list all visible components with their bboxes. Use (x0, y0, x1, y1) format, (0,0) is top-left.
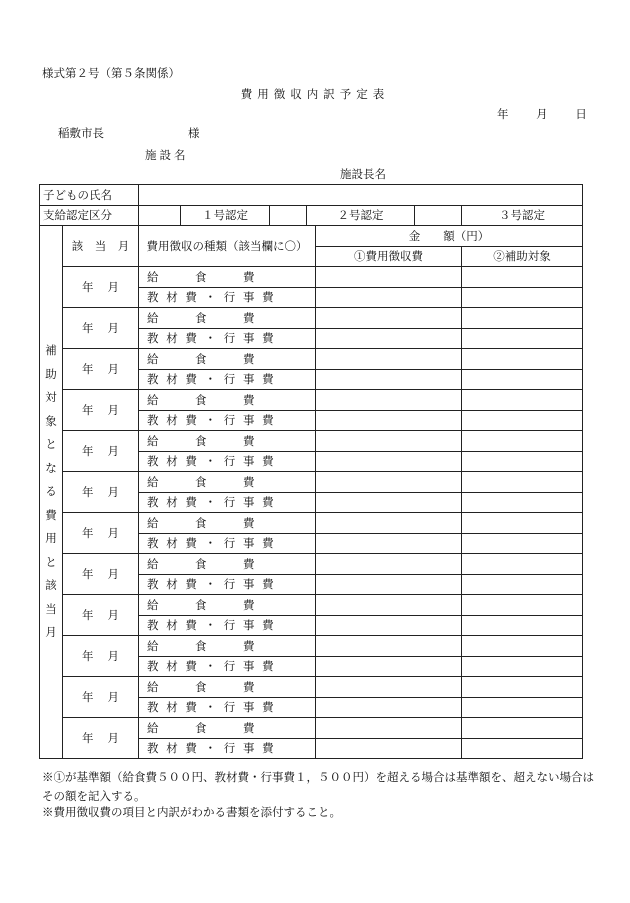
materials-amount-2[interactable] (462, 533, 583, 554)
month-year-label: 年 (82, 444, 94, 458)
meals-item[interactable]: 給 食 費 (139, 431, 316, 452)
meals-amount-1[interactable] (316, 431, 462, 452)
meals-amount-2[interactable] (462, 718, 583, 739)
month-year-label: 年 (82, 403, 94, 417)
footnote-1: ※①が基準額（給食費５００円、教材費・行事費１，５００円）を超える場合は基準額を、超えない場合はその額を記入する。 (42, 770, 594, 803)
month-month-label: 月 (107, 403, 119, 417)
meals-amount-2[interactable] (462, 431, 583, 452)
month-row-meals (40, 472, 583, 493)
form-title: 費用徴収内訳予定表 (240, 87, 390, 101)
child-name-field[interactable] (139, 185, 583, 206)
materials-amount-2[interactable] (462, 451, 583, 472)
month-cell[interactable] (63, 554, 139, 595)
materials-item[interactable]: 教 材 費 ・ 行 事 費 (139, 410, 316, 431)
materials-amount-1[interactable] (316, 574, 462, 595)
materials-amount-2[interactable] (462, 410, 583, 431)
column-header-row-1 (40, 226, 583, 247)
month-month-label: 月 (107, 731, 119, 745)
materials-item[interactable]: 教 材 費 ・ 行 事 費 (139, 656, 316, 677)
month-cell[interactable] (63, 636, 139, 677)
month-cell[interactable] (63, 431, 139, 472)
meals-amount-2[interactable] (462, 308, 583, 329)
materials-item[interactable]: 教 材 費 ・ 行 事 費 (139, 697, 316, 718)
cert-check-1[interactable] (139, 205, 181, 226)
child-name-label: 子どもの氏名 (40, 185, 139, 206)
meals-amount-2[interactable] (462, 267, 583, 288)
meals-amount-1[interactable] (316, 595, 462, 616)
materials-amount-2[interactable] (462, 697, 583, 718)
month-row-meals (40, 636, 583, 657)
materials-amount-1[interactable] (316, 328, 462, 349)
cert-option-3: ３号認定 (462, 205, 583, 226)
meals-amount-1[interactable] (316, 349, 462, 370)
month-row-meals (40, 267, 583, 288)
meals-item[interactable]: 給 食 費 (139, 595, 316, 616)
meals-amount-1[interactable] (316, 718, 462, 739)
month-month-label: 月 (107, 567, 119, 581)
meals-amount-1[interactable] (316, 554, 462, 575)
meals-item[interactable]: 給 食 費 (139, 472, 316, 493)
meals-item[interactable]: 給 食 費 (139, 349, 316, 370)
meals-item[interactable]: 給 食 費 (139, 513, 316, 534)
amount-sub-header-1: ①費用徴収費 (316, 246, 462, 267)
certification-label: 支給認定区分 (40, 205, 139, 226)
month-row-meals (40, 554, 583, 575)
footnote-2: ※費用徴収費の項目と内訳がわかる書類を添付すること。 (42, 805, 341, 819)
month-row-meals (40, 431, 583, 452)
month-row-meals (40, 718, 583, 739)
amount-column-header: 金 額（円） (316, 226, 583, 247)
materials-amount-2[interactable] (462, 369, 583, 390)
form-number: 様式第２号（第５条関係） (42, 66, 180, 80)
meals-amount-1[interactable] (316, 677, 462, 698)
materials-item[interactable]: 教 材 費 ・ 行 事 費 (139, 615, 316, 636)
month-month-label: 月 (107, 280, 119, 294)
materials-amount-1[interactable] (316, 451, 462, 472)
materials-amount-1[interactable] (316, 492, 462, 513)
certification-row (40, 205, 583, 226)
month-month-label: 月 (107, 321, 119, 335)
month-month-label: 月 (107, 362, 119, 376)
meals-item[interactable]: 給 食 費 (139, 718, 316, 739)
meals-amount-2[interactable] (462, 513, 583, 534)
month-cell[interactable] (63, 472, 139, 513)
materials-amount-1[interactable] (316, 738, 462, 759)
meals-amount-1[interactable] (316, 308, 462, 329)
cert-check-2[interactable] (270, 205, 307, 226)
month-year-label: 年 (82, 362, 94, 376)
month-year-label: 年 (82, 731, 94, 745)
materials-item[interactable]: 教 材 費 ・ 行 事 費 (139, 287, 316, 308)
month-cell[interactable] (63, 308, 139, 349)
month-cell[interactable] (63, 513, 139, 554)
materials-amount-2[interactable] (462, 574, 583, 595)
side-label (40, 226, 63, 759)
meals-amount-2[interactable] (462, 390, 583, 411)
materials-item[interactable]: 教 材 費 ・ 行 事 費 (139, 738, 316, 759)
materials-amount-1[interactable] (316, 533, 462, 554)
type-column-header: 費用徴収の種類（該当欄に〇） (139, 226, 316, 267)
materials-item[interactable]: 教 材 費 ・ 行 事 費 (139, 369, 316, 390)
meals-amount-1[interactable] (316, 513, 462, 534)
month-month-label: 月 (107, 690, 119, 704)
facility-name-label: 施設名 (145, 148, 189, 162)
materials-amount-2[interactable] (462, 738, 583, 759)
month-month-label: 月 (107, 444, 119, 458)
month-year-label: 年 (82, 485, 94, 499)
meals-amount-1[interactable] (316, 472, 462, 493)
meals-item[interactable]: 給 食 費 (139, 677, 316, 698)
materials-amount-2[interactable] (462, 328, 583, 349)
materials-item[interactable]: 教 材 費 ・ 行 事 費 (139, 492, 316, 513)
addressee: 稲敷市長 (58, 126, 104, 140)
meals-amount-2[interactable] (462, 595, 583, 616)
month-year-label: 年 (82, 690, 94, 704)
meals-amount-2[interactable] (462, 349, 583, 370)
materials-amount-2[interactable] (462, 287, 583, 308)
materials-amount-2[interactable] (462, 615, 583, 636)
child-name-row (40, 185, 583, 206)
meals-amount-2[interactable] (462, 472, 583, 493)
month-row-meals (40, 308, 583, 329)
materials-item[interactable]: 教 材 費 ・ 行 事 費 (139, 533, 316, 554)
meals-amount-2[interactable] (462, 554, 583, 575)
meals-amount-1[interactable] (316, 636, 462, 657)
month-year-label: 年 (82, 608, 94, 622)
month-year-label: 年 (82, 526, 94, 540)
month-month-label: 月 (107, 526, 119, 540)
month-cell[interactable] (63, 349, 139, 390)
meals-amount-2[interactable] (462, 677, 583, 698)
expense-table (39, 184, 583, 759)
month-row-meals (40, 595, 583, 616)
materials-item[interactable]: 教 材 費 ・ 行 事 費 (139, 328, 316, 349)
month-cell[interactable] (63, 595, 139, 636)
meals-item[interactable]: 給 食 費 (139, 390, 316, 411)
materials-amount-1[interactable] (316, 369, 462, 390)
month-year-label: 年 (82, 280, 94, 294)
meals-item[interactable]: 給 食 費 (139, 308, 316, 329)
materials-item[interactable]: 教 材 費 ・ 行 事 費 (139, 451, 316, 472)
addressee-line (58, 128, 200, 140)
month-column-header: 該 当 月 (63, 226, 139, 267)
meals-amount-2[interactable] (462, 636, 583, 657)
materials-amount-2[interactable] (462, 492, 583, 513)
materials-amount-1[interactable] (316, 697, 462, 718)
month-cell[interactable] (63, 718, 139, 759)
month-row-meals (40, 390, 583, 411)
date-line (497, 109, 587, 121)
cert-option-1: １号認定 (181, 205, 270, 226)
month-month-label: 月 (107, 485, 119, 499)
meals-amount-1[interactable] (316, 390, 462, 411)
side-label-text: 補 助 対 象 と な る 費 用 と 該 当 月 (45, 343, 57, 640)
month-row-meals (40, 349, 583, 370)
materials-amount-1[interactable] (316, 615, 462, 636)
month-cell[interactable] (63, 267, 139, 308)
materials-amount-1[interactable] (316, 410, 462, 431)
materials-item[interactable]: 教 材 費 ・ 行 事 費 (139, 574, 316, 595)
materials-amount-1[interactable] (316, 656, 462, 677)
date-day: 日 (575, 107, 587, 121)
month-cell[interactable] (63, 677, 139, 718)
cert-check-3[interactable] (415, 205, 462, 226)
amount-sub-header-2: ②補助対象 (462, 246, 583, 267)
meals-amount-1[interactable] (316, 267, 462, 288)
month-row-meals (40, 677, 583, 698)
meals-item[interactable]: 給 食 費 (139, 636, 316, 657)
meals-item[interactable]: 給 食 費 (139, 554, 316, 575)
materials-amount-2[interactable] (462, 656, 583, 677)
month-year-label: 年 (82, 321, 94, 335)
month-year-label: 年 (82, 567, 94, 581)
date-month: 月 (536, 107, 548, 121)
date-year: 年 (497, 107, 509, 121)
month-cell[interactable] (63, 390, 139, 431)
honorific: 様 (188, 126, 200, 140)
month-row-meals (40, 513, 583, 534)
materials-amount-1[interactable] (316, 287, 462, 308)
month-month-label: 月 (107, 649, 119, 663)
meals-item[interactable]: 給 食 費 (139, 267, 316, 288)
director-name-label: 施設長名 (340, 167, 386, 181)
month-month-label: 月 (107, 608, 119, 622)
month-year-label: 年 (82, 649, 94, 663)
cert-option-2: ２号認定 (307, 205, 415, 226)
